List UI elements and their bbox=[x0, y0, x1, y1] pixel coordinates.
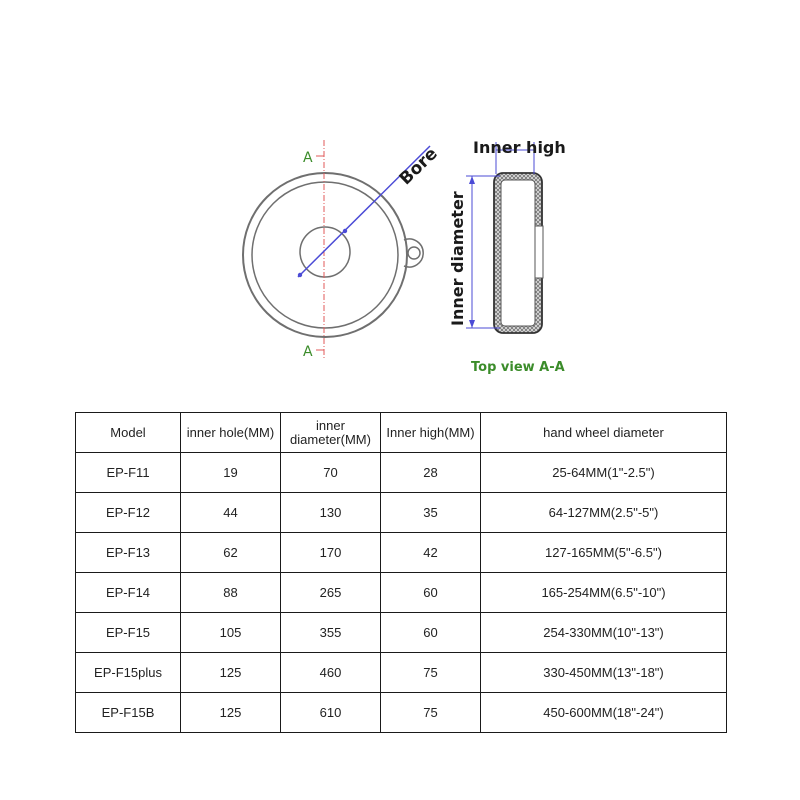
table-row bbox=[76, 693, 727, 733]
section-mark-bottom: A bbox=[303, 344, 313, 360]
inner-diameter-label: Inner diameter bbox=[448, 191, 467, 326]
cell-hand-wheel-diameter: 254-330MM(10"-13") bbox=[481, 613, 727, 653]
table-row bbox=[76, 493, 727, 533]
bore-dimension-dot-2 bbox=[343, 229, 347, 233]
cell-model: EP-F11 bbox=[76, 453, 181, 493]
header-model: Model bbox=[76, 413, 181, 453]
cell-inner-high: 42 bbox=[381, 533, 481, 573]
cell-inner-diameter: 265 bbox=[281, 573, 381, 613]
wheel-outer-rim bbox=[243, 173, 407, 337]
cell-inner-diameter: 355 bbox=[281, 613, 381, 653]
header-inner-hole: inner hole(MM) bbox=[181, 413, 281, 453]
bore-dimension-dot-1 bbox=[298, 273, 302, 277]
cell-model: EP-F15 bbox=[76, 613, 181, 653]
cell-inner-high: 60 bbox=[381, 573, 481, 613]
cell-inner-high: 60 bbox=[381, 613, 481, 653]
bore-label: Bore bbox=[395, 143, 442, 190]
table-row bbox=[76, 573, 727, 613]
table-row bbox=[76, 653, 727, 693]
cell-model: EP-F15plus bbox=[76, 653, 181, 693]
cell-hand-wheel-diameter: 25-64MM(1"-2.5") bbox=[481, 453, 727, 493]
table-row bbox=[76, 613, 727, 653]
cell-inner-hole: 44 bbox=[181, 493, 281, 533]
table-header-row bbox=[76, 413, 727, 453]
cell-inner-hole: 125 bbox=[181, 653, 281, 693]
header-hand-wheel-diameter: hand wheel diameter bbox=[481, 413, 727, 453]
top-view-caption: Top view A-A bbox=[471, 360, 565, 375]
cell-inner-hole: 125 bbox=[181, 693, 281, 733]
side-view-hub bbox=[535, 226, 543, 278]
cell-hand-wheel-diameter: 165-254MM(6.5"-10") bbox=[481, 573, 727, 613]
header-inner-high: Inner high(MM) bbox=[381, 413, 481, 453]
cell-inner-hole: 105 bbox=[181, 613, 281, 653]
cell-inner-diameter: 70 bbox=[281, 453, 381, 493]
cell-hand-wheel-diameter: 330-450MM(13"-18") bbox=[481, 653, 727, 693]
cell-hand-wheel-diameter: 450-600MM(18"-24") bbox=[481, 693, 727, 733]
cell-model: EP-F13 bbox=[76, 533, 181, 573]
cell-hand-wheel-diameter: 64-127MM(2.5"-5") bbox=[481, 493, 727, 533]
inner-high-label: Inner high bbox=[473, 138, 566, 157]
inner-diameter-arrow-top bbox=[469, 176, 475, 184]
spec-table bbox=[75, 412, 727, 733]
wheel-inner-rim bbox=[252, 182, 398, 328]
cell-model: EP-F14 bbox=[76, 573, 181, 613]
cell-inner-high: 35 bbox=[381, 493, 481, 533]
side-view bbox=[448, 138, 566, 375]
cell-inner-high: 75 bbox=[381, 653, 481, 693]
cell-inner-hole: 62 bbox=[181, 533, 281, 573]
cell-model: EP-F15B bbox=[76, 693, 181, 733]
cell-inner-diameter: 610 bbox=[281, 693, 381, 733]
cell-inner-diameter: 170 bbox=[281, 533, 381, 573]
side-view-inner bbox=[501, 180, 535, 326]
wheel-bore-hole bbox=[300, 227, 350, 277]
cell-inner-high: 28 bbox=[381, 453, 481, 493]
cell-hand-wheel-diameter: 127-165MM(5"-6.5") bbox=[481, 533, 727, 573]
cell-inner-diameter: 460 bbox=[281, 653, 381, 693]
header-inner-diameter: inner diameter(MM) bbox=[281, 413, 381, 453]
table-row bbox=[76, 533, 727, 573]
cell-inner-hole: 19 bbox=[181, 453, 281, 493]
cell-inner-diameter: 130 bbox=[281, 493, 381, 533]
section-mark-top: A bbox=[303, 150, 313, 166]
table-row bbox=[76, 453, 727, 493]
wheel-handle-hole bbox=[408, 247, 420, 259]
cell-inner-hole: 88 bbox=[181, 573, 281, 613]
cell-inner-high: 75 bbox=[381, 693, 481, 733]
inner-diameter-arrow-bottom bbox=[469, 320, 475, 328]
front-view bbox=[243, 140, 442, 360]
cell-model: EP-F12 bbox=[76, 493, 181, 533]
